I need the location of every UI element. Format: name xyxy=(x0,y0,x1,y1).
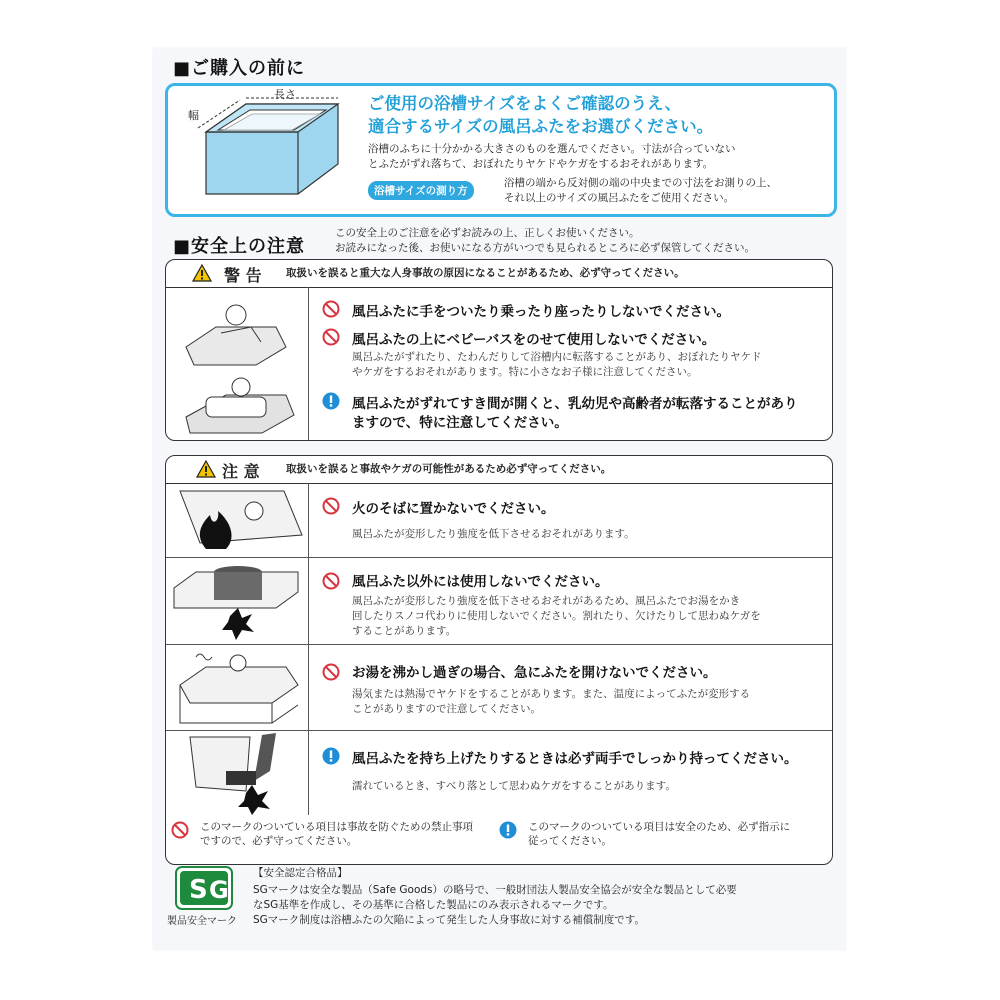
warning-item3-line2: ますので、特に注意してください。 xyxy=(352,415,568,431)
sg-line1: SGマークは安全な製品（Safe Goods）の略号で、一般財団法人製品安全協会が安全な製品として必要 xyxy=(253,884,737,896)
caution-row-desc: することがあります。 xyxy=(352,625,457,637)
size-title-line2: 適合するサイズの風呂ふたをお選びください。 xyxy=(368,117,714,136)
misuse-illustration xyxy=(166,558,309,645)
prohibit-icon xyxy=(322,497,340,515)
caution-header xyxy=(166,456,832,484)
size-title-line1: ご使用の浴槽サイズをよくご確認のうえ、 xyxy=(368,94,682,113)
warning-item2-desc2: やケガをするおそれがあります。特に小さなお子様に注意してください。 xyxy=(352,366,698,378)
sg-line3: SGマーク制度は浴槽ふたの欠陥によって発生した人身事故に対する補償制度です。 xyxy=(253,914,645,926)
sg-line2: なSG基準を作成し、その基準に合格した製品にのみ表示されるマークです。 xyxy=(253,899,614,911)
bathtub-icon xyxy=(188,94,348,204)
width-label: 幅 xyxy=(188,109,199,122)
caution-row-desc: ことがありますので注意してください。 xyxy=(352,703,541,715)
svg-text:S: S xyxy=(189,875,208,905)
caution-row-lift xyxy=(166,730,832,815)
safety-intro-line2: お読みになった後、お使いになる方がいつでも見られるところに必ず保管してください。 xyxy=(335,242,755,254)
safety-intro-line1: この安全上のご注意を必ずお読みの上、正しくお使いください。 xyxy=(335,227,640,239)
caution-row-desc: 回したりスノコ代わりに使用しないでください。割れたり、欠けたりして思わぬケガを xyxy=(352,610,761,622)
caution-row-hot-water xyxy=(166,644,832,731)
caution-row-title: 風呂ふた以外には使用しないでください。 xyxy=(352,574,609,590)
steam-illustration xyxy=(166,645,309,731)
warning-note: 取扱いを誤ると重大な人身事故の原因になることがあるため、必ず守ってください。 xyxy=(286,267,685,279)
caution-row-title: お湯を沸かし過ぎの場合、急にふたを開けないでください。 xyxy=(352,665,717,681)
length-label: 長さ xyxy=(274,88,296,101)
caution-row-desc: 濡れているとき、すべり落として思わぬケガをすることがあります。 xyxy=(352,780,676,792)
sg-logo-caption: 製品安全マーク xyxy=(167,916,237,927)
lift-illustration xyxy=(166,731,309,815)
caution-row-fire xyxy=(166,483,832,557)
mandatory-icon xyxy=(499,821,517,839)
mandatory-icon xyxy=(322,747,340,765)
caution-triangle-icon xyxy=(196,460,216,478)
caution-row-misuse xyxy=(166,557,832,645)
fire-illustration xyxy=(166,483,309,557)
warning-illustration xyxy=(166,287,309,440)
caution-row-title: 風呂ふたを持ち上げたりするときは必ず両手でしっかり持ってください。 xyxy=(352,751,798,767)
caution-row-desc: 風呂ふたが変形したり強度を低下させるおそれがあるため、風呂ふたでお湯をかき xyxy=(352,595,741,607)
legend-prohibit-line2: ですので、必ず守ってください。 xyxy=(200,835,358,847)
size-desc-line1: 浴槽のふちに十分かかる大きさのものを選んでください。寸法が合っていない xyxy=(368,143,736,155)
warning-label: 警 告 xyxy=(224,266,262,285)
warning-item3-line1: 風呂ふたがずれてすき間が開くと、乳幼児や高齢者が転落することがあり xyxy=(352,396,798,412)
warning-item2: 風呂ふたの上にベビーバスをのせて使用しないでください。 xyxy=(352,332,716,348)
prohibit-icon xyxy=(322,572,340,590)
bath-accident-illustration xyxy=(166,287,308,440)
legend-mandatory-line1: このマークのついている項目は安全のため、必ず指示に xyxy=(528,821,791,833)
prohibit-icon xyxy=(171,821,189,839)
instruction-sheet xyxy=(153,48,846,950)
before-purchase-heading: ■ご購入の前に xyxy=(173,58,306,79)
caution-row-desc: 風呂ふたが変形したり強度を低下させるおそれがあります。 xyxy=(352,528,635,540)
safety-heading: ■安全上の注意 xyxy=(173,236,306,257)
size-info-box xyxy=(165,83,837,217)
prohibit-icon xyxy=(322,328,340,346)
caution-row-desc: 湯気または熱湯でヤケドをすることがあります。また、温度によってふたが変形する xyxy=(352,688,751,700)
legend-mandatory-line2: 従ってください。 xyxy=(528,835,612,847)
caution-panel xyxy=(165,455,833,865)
warning-triangle-icon xyxy=(192,264,212,282)
warning-header xyxy=(166,260,832,288)
measure-line1: 浴槽の端から反対側の端の中央までの寸法をお測りの上、 xyxy=(504,177,777,189)
measure-tag: 浴槽サイズの測り方 xyxy=(368,181,474,200)
mandatory-icon xyxy=(322,392,340,410)
size-desc-line2: とふたがずれ落ちて、おぼれたりヤケドやケガをするおそれがあります。 xyxy=(368,158,714,170)
sg-title: 【安全認定合格品】 xyxy=(253,867,348,879)
prohibit-icon xyxy=(322,663,340,681)
caution-row-title: 火のそばに置かないでください。 xyxy=(352,501,555,517)
sg-mark-logo xyxy=(175,866,233,910)
legend-prohibit-line1: このマークのついている項目は事故を防ぐための禁止事項 xyxy=(200,821,473,833)
caution-label: 注 意 xyxy=(222,462,260,481)
measure-line2: それ以上のサイズの風呂ふたをご使用ください。 xyxy=(504,192,735,204)
svg-text:G: G xyxy=(209,876,229,904)
prohibit-icon xyxy=(322,300,340,318)
warning-panel xyxy=(165,259,833,441)
warning-item2-desc1: 風呂ふたがずれたり、たわんだりして浴槽内に転落することがあり、おぼれたりヤケド xyxy=(352,351,762,363)
warning-item1: 風呂ふたに手をついたり乗ったり座ったりしないでください。 xyxy=(352,304,730,320)
caution-note: 取扱いを誤ると事故やケガの可能性があるため必ず守ってください。 xyxy=(286,463,612,475)
